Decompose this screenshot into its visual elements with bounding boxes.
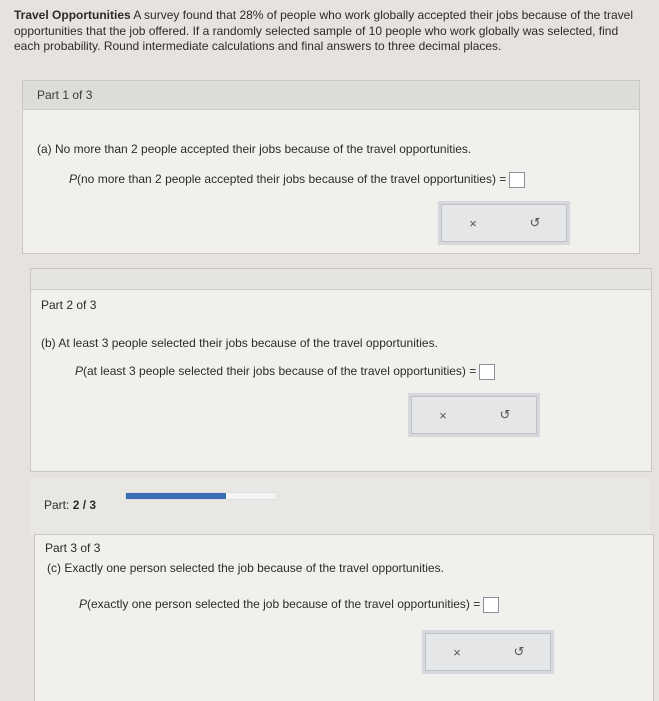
part-3-p-text: (exactly one person selected the job because of the travel opportunities) = bbox=[87, 597, 481, 612]
clear-icon[interactable]: × bbox=[439, 407, 447, 423]
clear-icon[interactable]: × bbox=[469, 215, 477, 231]
progress-label-text: Part: bbox=[44, 498, 70, 512]
problem-statement bbox=[14, 8, 642, 55]
part-1-header: Part 1 of 3 bbox=[23, 81, 639, 110]
progress-value: 2 / 3 bbox=[72, 498, 97, 512]
part-2-label: Part 2 of 3 bbox=[41, 298, 97, 312]
part-3-question: (c) Exactly one person selected the job because of the travel opportunities. bbox=[47, 561, 444, 575]
clear-icon[interactable]: × bbox=[453, 644, 461, 660]
part-2-question: (b) At least 3 people selected their jobs because of the travel opportunities. bbox=[41, 336, 438, 350]
part-1-question: (a) No more than 2 people accepted their jobs because of the travel opportunities. bbox=[37, 142, 472, 156]
problem-title: Travel Opportunities bbox=[14, 8, 131, 22]
part-1-answer-input[interactable] bbox=[509, 172, 525, 188]
part-3-label: Part 3 of 3 bbox=[45, 541, 101, 555]
part-2-answer-input[interactable] bbox=[479, 364, 495, 380]
part-2-probability-line bbox=[75, 364, 495, 380]
part-2-card bbox=[30, 268, 652, 472]
part-2-p-text: (at least 3 people selected their jobs because of the travel opportunities) = bbox=[83, 364, 477, 379]
part-1-p-text: (no more than 2 people accepted their jobs because of the travel opportunities) = bbox=[77, 172, 507, 187]
part-2-p-symbol: P bbox=[75, 364, 84, 379]
problem-text: A survey found that 28% of people who work globally accepted their jobs because of the travel opportunities that the job offered. If a randomly selected sample of 10 people who work globally was selected, find each probability. Round intermediate calculations and final answers to three decimal places. bbox=[14, 8, 634, 53]
part-1-button-group bbox=[441, 204, 567, 242]
part-3-answer-input[interactable] bbox=[483, 597, 499, 613]
part-2-header bbox=[31, 269, 651, 290]
part-3-button-group bbox=[425, 633, 551, 671]
part-3-p-symbol: P bbox=[79, 597, 88, 612]
progress-bar bbox=[125, 492, 277, 500]
part-3-probability-line bbox=[79, 597, 499, 613]
part-2-button-group bbox=[411, 396, 537, 434]
progress-label bbox=[44, 498, 96, 512]
part-1-card bbox=[22, 80, 640, 254]
progress-indicator bbox=[30, 478, 650, 534]
undo-icon[interactable]: ↺ bbox=[499, 407, 511, 422]
undo-icon[interactable]: ↺ bbox=[529, 215, 541, 230]
part-1-probability-line bbox=[69, 172, 525, 188]
part-1-p-symbol: P bbox=[69, 172, 78, 187]
undo-icon[interactable]: ↺ bbox=[513, 644, 525, 659]
part-3-card bbox=[34, 534, 654, 701]
progress-bar-fill bbox=[126, 493, 226, 499]
